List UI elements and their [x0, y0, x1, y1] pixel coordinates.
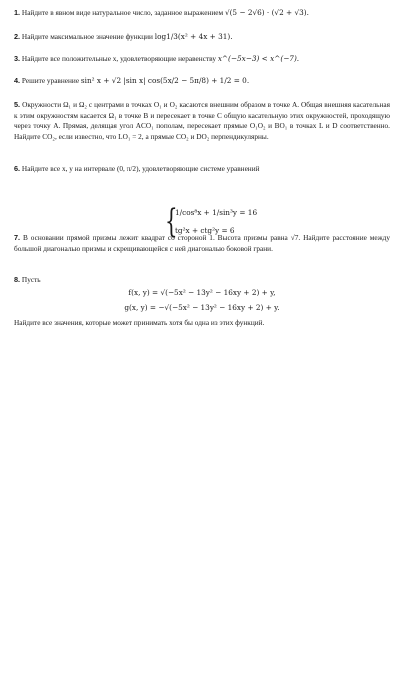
- problem-5: [14, 100, 390, 142]
- problem-text: Решите уравнение: [21, 76, 80, 85]
- problem-text: Найдите все x, y на интервале (0, π/2), удовлетворяющие системе уравнений: [21, 164, 260, 173]
- problem-2: [14, 32, 390, 43]
- problem-3: [14, 54, 390, 65]
- problem-number: 4.: [14, 76, 21, 85]
- problem-6: [14, 164, 390, 175]
- function-g: g(x, y) = −√(−5x² − 13y² − 16xy + 2) + y.: [124, 303, 280, 312]
- problem-number: 7.: [14, 233, 21, 242]
- problem-8: [14, 275, 390, 286]
- problem-8-question: Найдите все значения, которые может принимать хотя бы одна из этих функций.: [14, 318, 265, 327]
- problem-text: Найдите все положительные x, удовлетворяющие неравенству: [21, 54, 216, 63]
- problem-expression: √(5 − 2√6) · (√2 + √3).: [224, 8, 309, 17]
- problem-text: Найдите в явном виде натуральное число, заданное выражением: [21, 8, 224, 17]
- problem-number: 8.: [14, 275, 21, 284]
- problem-number: 2.: [14, 32, 21, 41]
- system-equation-1: 1/cos⁸x + 1/sin³y = 16: [175, 208, 258, 217]
- problem-7: [14, 233, 390, 254]
- problem-text: Окружности Ω₁ и Ω₂ с центрами в точках O₁ и O₂ касаются внешним образом в точке A. Общая внешняя касательная к этим окружностям касается Ω₁ в точке B и пересекает в точке C общую касательную этих окружностей, проходящую через точку A. Прямая, делящая угол ACO₁ пополам, пересекает прямые O₁O₂ и BO₁ в точках L и D соответственно. Найдите CO₂, если известно, что LO₁ = 2, а прямые CO₂ и DO₂ перпендикулярны.: [14, 100, 390, 141]
- problem-text: В основании прямой призмы лежит квадрат со стороной 1. Высота призмы равна √7. Найдите расстояние между большой диагональю призмы и скрещивающейся с ней диагональю боковой грани.: [14, 233, 391, 253]
- problem-expression: x^(−5x−3) < x^(−7).: [217, 54, 300, 63]
- problem-text: Найдите максимальное значение функции: [21, 32, 153, 41]
- problem-number: 5.: [14, 100, 21, 109]
- problem-expression: log1/3(x² + 4x + 31).: [154, 32, 233, 41]
- problem-number: 1.: [14, 8, 21, 17]
- problem-4: [14, 76, 390, 87]
- problem-number: 3.: [14, 54, 21, 63]
- problem-1: [14, 8, 390, 19]
- problem-number: 6.: [14, 164, 21, 173]
- function-f: f(x, y) = √(−5x² − 13y² − 16xy + 2) + y,: [128, 288, 276, 297]
- system-brace: {: [165, 201, 178, 240]
- problem-label: Пусть: [21, 275, 41, 284]
- problem-expression: sin² x + √2 |sin x| cos(5x/2 − 5π/8) + 1/2 = 0.: [80, 76, 250, 85]
- system-equation-2: tg²x + ctg²y = 6: [175, 226, 235, 235]
